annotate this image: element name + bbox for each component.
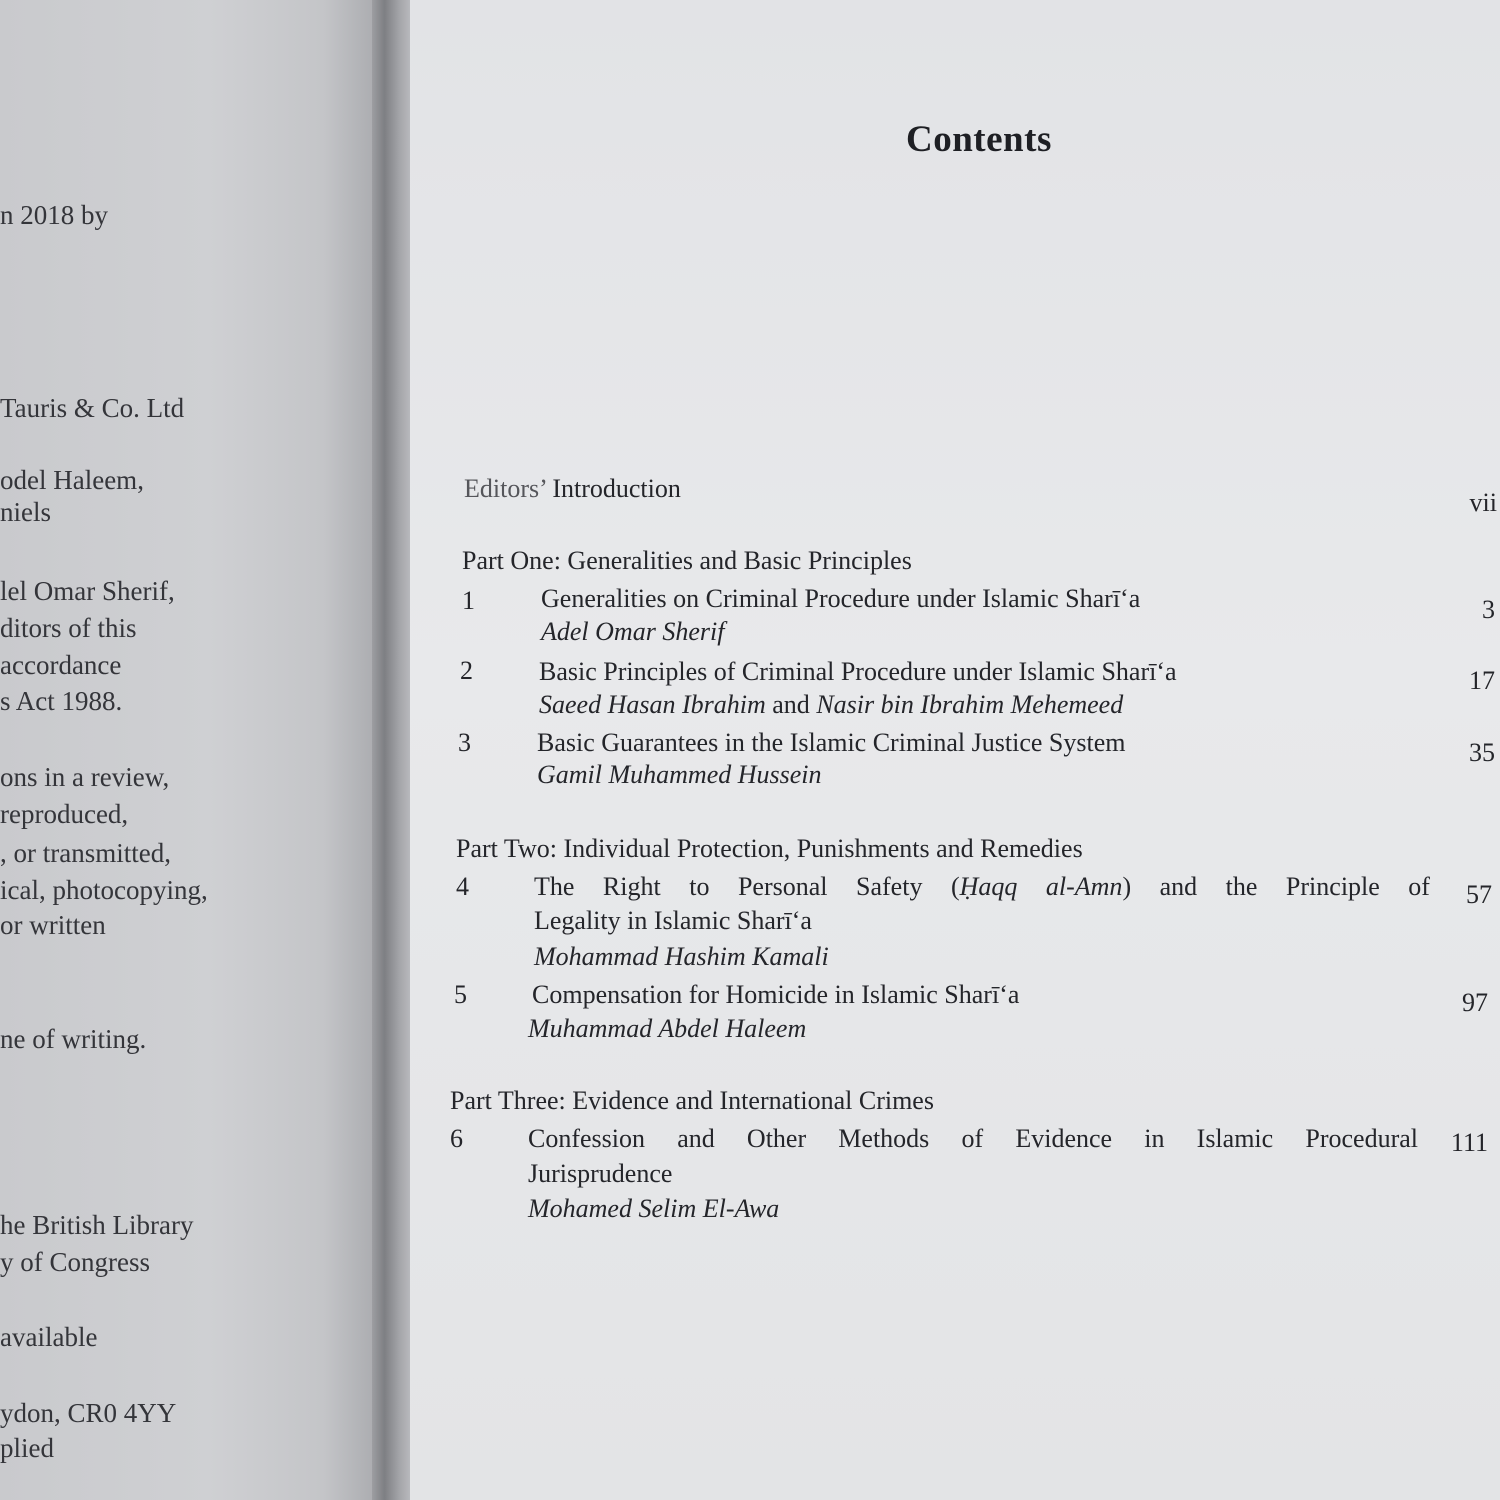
left-page [0,0,380,1500]
toc-page-number: 97 [1462,988,1488,1017]
part-heading: Part One: Generalities and Basic Principles [462,546,912,575]
left-text-line: n 2018 by [0,200,108,230]
part-heading: Part Two: Individual Protection, Punishments and Remedies [456,834,1083,863]
left-text-line: lel Omar Sherif, [0,576,175,606]
left-text-line: reproduced, [0,799,129,829]
author-name: Saeed Hasan Ibrahim [539,690,766,719]
chapter-number: 5 [454,980,467,1009]
toc-page-number: 57 [1466,880,1492,909]
chapter-number: 4 [456,872,469,901]
left-text-line: ne of writing. [0,1024,147,1054]
chapter-title: Generalities on Criminal Procedure under Islamic Sharī‘a [541,584,1141,613]
chapter-title-continued: Jurisprudence [528,1159,673,1188]
left-text-line: , or transmitted, [0,838,171,868]
author-name: Nasir bin Ibrahim Mehemeed [816,690,1124,719]
left-text-line: or written [0,910,106,940]
title-part: The Right to Personal Safety ( [534,872,960,901]
title-part: ) and the Principle of [1122,872,1430,901]
left-text-line: ical, photocopying, [0,875,208,905]
left-text-line: niels [0,497,51,527]
toc-intro [464,474,681,504]
toc-page-number: 17 [1469,666,1495,695]
author-joiner: and [772,690,810,719]
chapter-author: Mohammad Hashim Kamali [534,942,829,971]
toc-page-number: 35 [1469,738,1495,767]
intro-label-light: Editors’ [464,474,546,503]
chapter-author: Muhammad Abdel Haleem [528,1014,807,1043]
chapter-number: 1 [462,586,475,615]
chapter-author: Gamil Muhammed Hussein [537,760,822,789]
left-text-line: available [0,1322,98,1352]
chapter-title: Basic Principles of Criminal Procedure under Islamic Sharī‘a [539,657,1177,686]
chapter-title-continued: Legality in Islamic Sharī‘a [534,906,812,935]
chapter-number: 2 [460,656,473,685]
left-text-line: ditors of this [0,613,137,643]
toc-page-number: 111 [1450,1128,1488,1157]
chapter-number: 6 [450,1124,463,1153]
left-text-line: ons in a review, [0,762,170,792]
chapter-author: Adel Omar Sherif [541,617,725,646]
left-text-line: he British Library [0,1210,194,1240]
toc-page-number: 3 [1482,595,1495,624]
left-text-line: Tauris & Co. Ltd [0,393,185,423]
chapter-author: Mohamed Selim El-Awa [528,1194,780,1223]
left-text-line: accordance [0,650,122,680]
left-text-line: ydon, CR0 4YY [0,1398,177,1428]
chapter-title [534,872,1430,902]
title-italic-term: Ḥaqq al-Amn [959,872,1123,901]
chapter-title: Basic Guarantees in the Islamic Criminal Justice System [537,728,1126,757]
page-title: Contents [906,119,1052,160]
left-text-line: plied [0,1433,54,1463]
toc-page-number: vii [1469,488,1497,517]
chapter-title: Compensation for Homicide in Islamic Sharī‘a [532,980,1020,1009]
left-text-line: y of Congress [0,1247,150,1277]
left-text-line: odel Haleem, [0,465,144,495]
chapter-author [539,690,1123,720]
left-text-line: s Act 1988. [0,686,123,716]
chapter-title: Confession and Other Methods of Evidence in Islamic Procedural [528,1124,1418,1153]
contents-page [410,0,1500,1500]
chapter-number: 3 [458,728,471,757]
intro-label: Introduction [552,474,681,503]
part-heading: Part Three: Evidence and International Crimes [450,1086,934,1115]
